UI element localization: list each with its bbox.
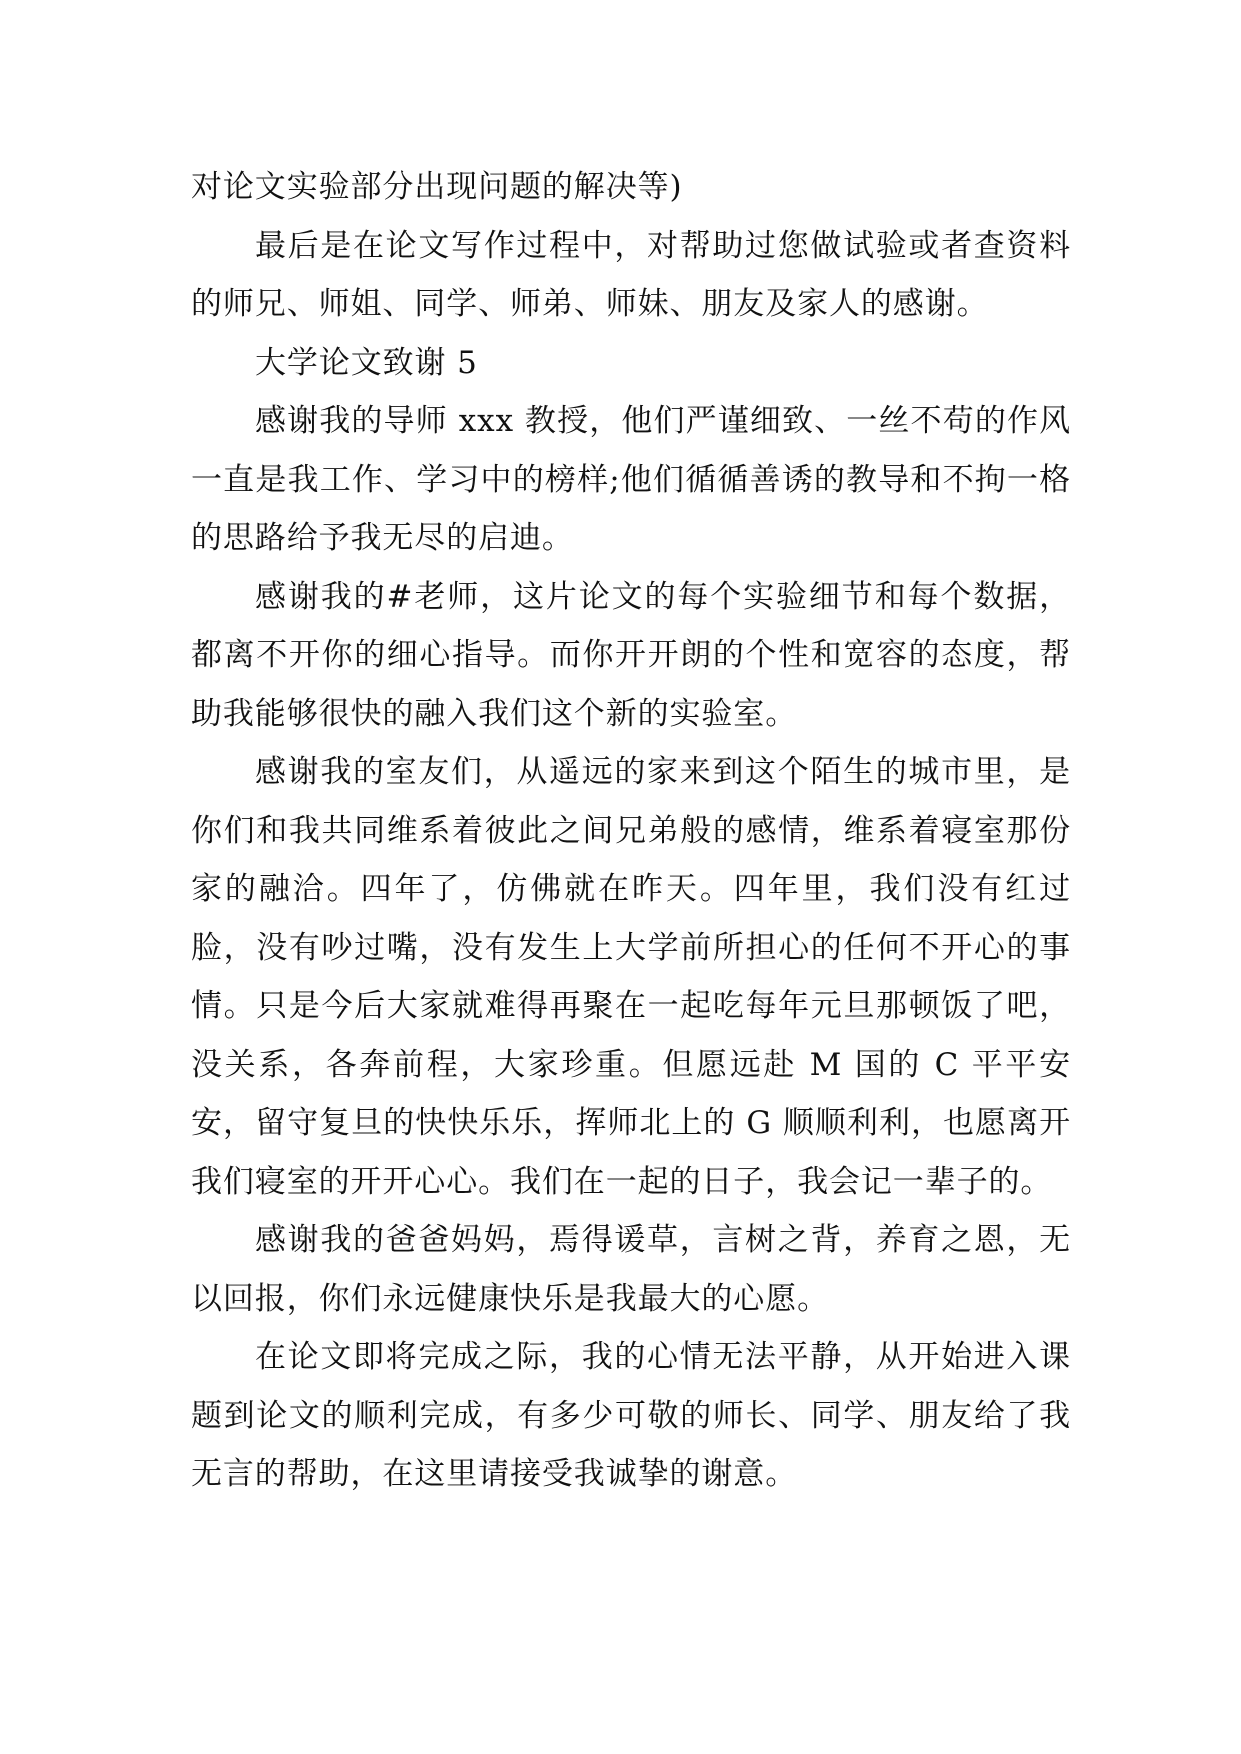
paragraph-thanks-advisor: 感谢我的导师 xxx 教授，他们严谨细致、一丝不苟的作风一直是我工作、学习中的榜样;他们循循善诱的教导和不拘一格的思路给予我无尽的启迪。 — [191, 403, 1071, 556]
paragraph-closing: 在论文即将完成之际，我的心情无法平静，从开始进入课题到论文的顺利完成，有多少可敬的师长、同学、朋友给了我无言的帮助，在这里请接受我诚挚的谢意。 — [191, 1339, 1071, 1492]
document-body — [191, 158, 1071, 1504]
paragraph-thanks-roommates: 感谢我的室友们，从遥远的家来到这个陌生的城市里，是你们和我共同维系着彼此之间兄弟般的感情，维系着寝室那份家的融洽。四年了，仿佛就在昨天。四年里，我们没有红过脸，没有吵过嘴，没有发生上大学前所担心的任何不开心的事情。只是今后大家就难得再聚在一起吃每年元旦那顿饭了吧，没关系，各奔前程，大家珍重。但愿远赴 M 国的 C 平平安安，留守复旦的快快乐乐，挥师北上的 G 顺顺利利，也愿离开我们寝室的开开心心。我们在一起的日子，我会记一辈子的。 — [191, 754, 1071, 1200]
section-heading: 大学论文致谢 5 — [255, 344, 478, 381]
paragraph-final-thanks: 最后是在论文写作过程中，对帮助过您做试验或者查资料的师兄、师姐、同学、师弟、师妹、朋友及家人的感谢。 — [191, 227, 1071, 322]
paragraph-thanks-parents: 感谢我的爸爸妈妈，焉得谖草，言树之背，养育之恩，无以回报，你们永远健康快乐是我最大的心愿。 — [191, 1222, 1071, 1317]
paragraph-continuation: 对论文实验部分出现问题的解决等) — [191, 169, 683, 205]
paragraph-thanks-teacher: 感谢我的#老师，这片论文的每个实验细节和每个数据，都离不开你的细心指导。而你开开朗的个性和宽容的态度，帮助我能够很快的融入我们这个新的实验室。 — [191, 578, 1071, 732]
